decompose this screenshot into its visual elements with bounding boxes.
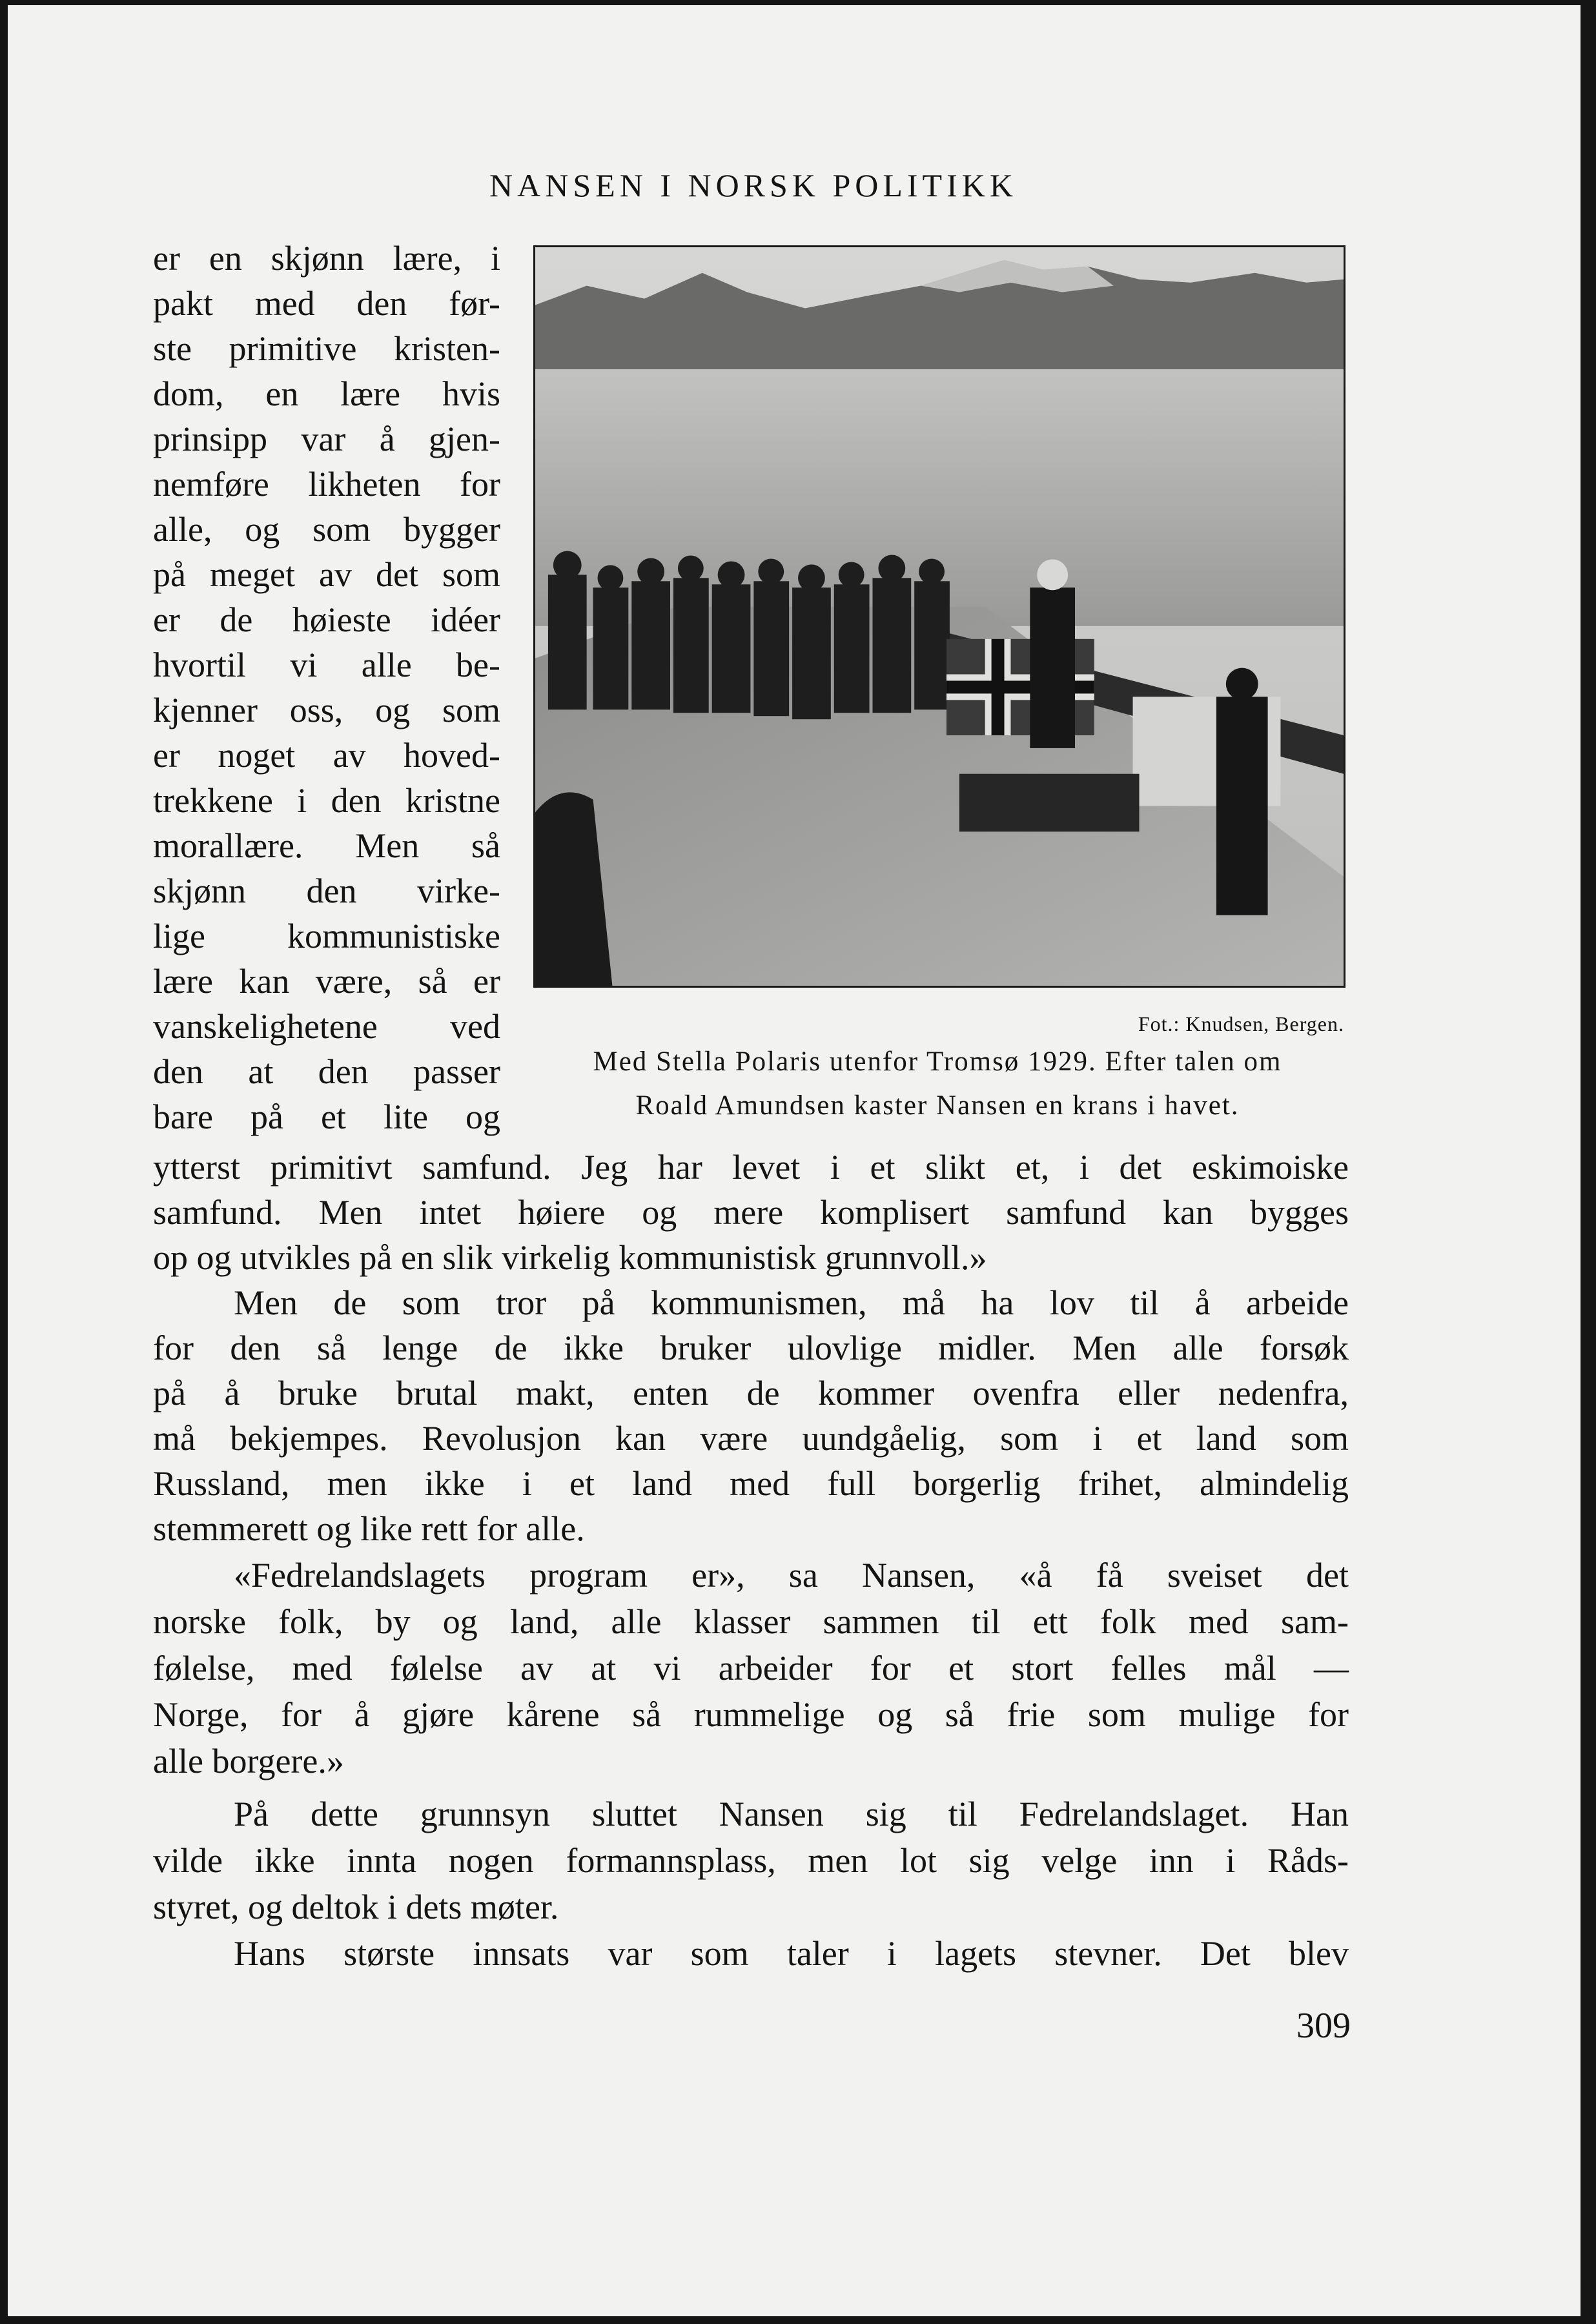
text-line: vilde ikke innta nogen formannsplass, men lot sig velge inn i Råds- (153, 1841, 1349, 1880)
text-line: hvortil vi alle be- (153, 646, 500, 684)
book-page (8, 5, 1581, 2316)
text-line: prinsipp var å gjen- (153, 420, 500, 458)
text-line: er de høieste idéer (153, 600, 500, 639)
text-line: ytterst primitivt samfund. Jeg har levet i et slikt et, i det eskimoiske (153, 1148, 1349, 1187)
text-line: skjønn den virke- (153, 872, 500, 910)
text-line: Hans største innsats var som taler i lagets stevner. Det blev (234, 1934, 1349, 1973)
text-line: morallære. Men så (153, 826, 500, 865)
running-head: NANSEN I NORSK POLITIKK (489, 167, 1018, 203)
crew-member (1216, 668, 1268, 915)
photo-credit: Fot.: Knudsen, Bergen. (1138, 1012, 1344, 1035)
nansen-figure (1030, 559, 1075, 748)
text-line: «Fedrelandslagets program er», sa Nansen, «å få sveiset det (234, 1556, 1349, 1595)
text-line: den at den passer (153, 1052, 500, 1091)
page-number: 309 (1296, 2006, 1351, 2046)
text-line: samfund. Men intet høiere og mere komplisert samfund kan bygges (153, 1193, 1349, 1232)
text-line: ste primitive kristen- (153, 329, 500, 368)
text-line: norske folk, by og land, alle klasser sammen til ett folk med sam- (153, 1602, 1349, 1641)
text-line: må bekjempes. Revolusjon kan være uundgåelig, som i et land som (153, 1419, 1349, 1458)
text-line: er noget av hoved- (153, 736, 500, 775)
text-line: alle, og som bygger (153, 510, 500, 549)
text-line: bare på et lite og (153, 1097, 500, 1136)
text-line: vanskelighetene ved (153, 1007, 500, 1046)
text-line: Norge, for å gjøre kårene så rummelige og så frie som mulige for (153, 1695, 1349, 1734)
text-line: følelse, med følelse av at vi arbeider for et stort felles mål — (153, 1649, 1349, 1687)
text-line: stemmerett og like rett for alle. (153, 1509, 585, 1548)
text-line: på meget av det som (153, 555, 500, 594)
photo-stella-polaris (533, 245, 1345, 988)
text-line: Men de som tror på kommunismen, må ha lov til å arbeide (234, 1283, 1349, 1322)
text-line: for den så lenge de ikke bruker ulovlige midler. Men alle forsøk (153, 1329, 1349, 1367)
text-line: lære kan være, så er (153, 962, 500, 1001)
text-line: på å bruke brutal makt, enten de kommer ovenfra eller nedenfra, (153, 1374, 1349, 1412)
wreath (959, 774, 1140, 832)
text-line: op og utvikles på en slik virkelig kommunistisk grunnvoll.» (153, 1238, 987, 1277)
text-line: På dette grunnsyn sluttet Nansen sig til Fedrelandslaget. Han (234, 1795, 1349, 1833)
text-line: pakt med den før- (153, 284, 500, 323)
text-line: nemføre likheten for (153, 465, 500, 504)
text-line: Russland, men ikke i et land med full borgerlig frihet, almindelig (153, 1464, 1349, 1503)
photo-caption-line: Roald Amundsen kaster Nansen en krans i havet. (635, 1090, 1240, 1121)
text-line: kjenner oss, og som (153, 691, 500, 729)
text-line: dom, en lære hvis (153, 374, 500, 413)
text-line: er en skjønn lære, i (153, 239, 500, 278)
text-line: trekkene i den kristne (153, 781, 500, 820)
text-line: lige kommunistiske (153, 917, 500, 955)
text-line: alle borgere.» (153, 1742, 344, 1780)
photo-caption-line: Med Stella Polaris utenfor Tromsø 1929. Efter talen om (593, 1046, 1282, 1077)
text-line: styret, og deltok i dets møter. (153, 1888, 559, 1926)
